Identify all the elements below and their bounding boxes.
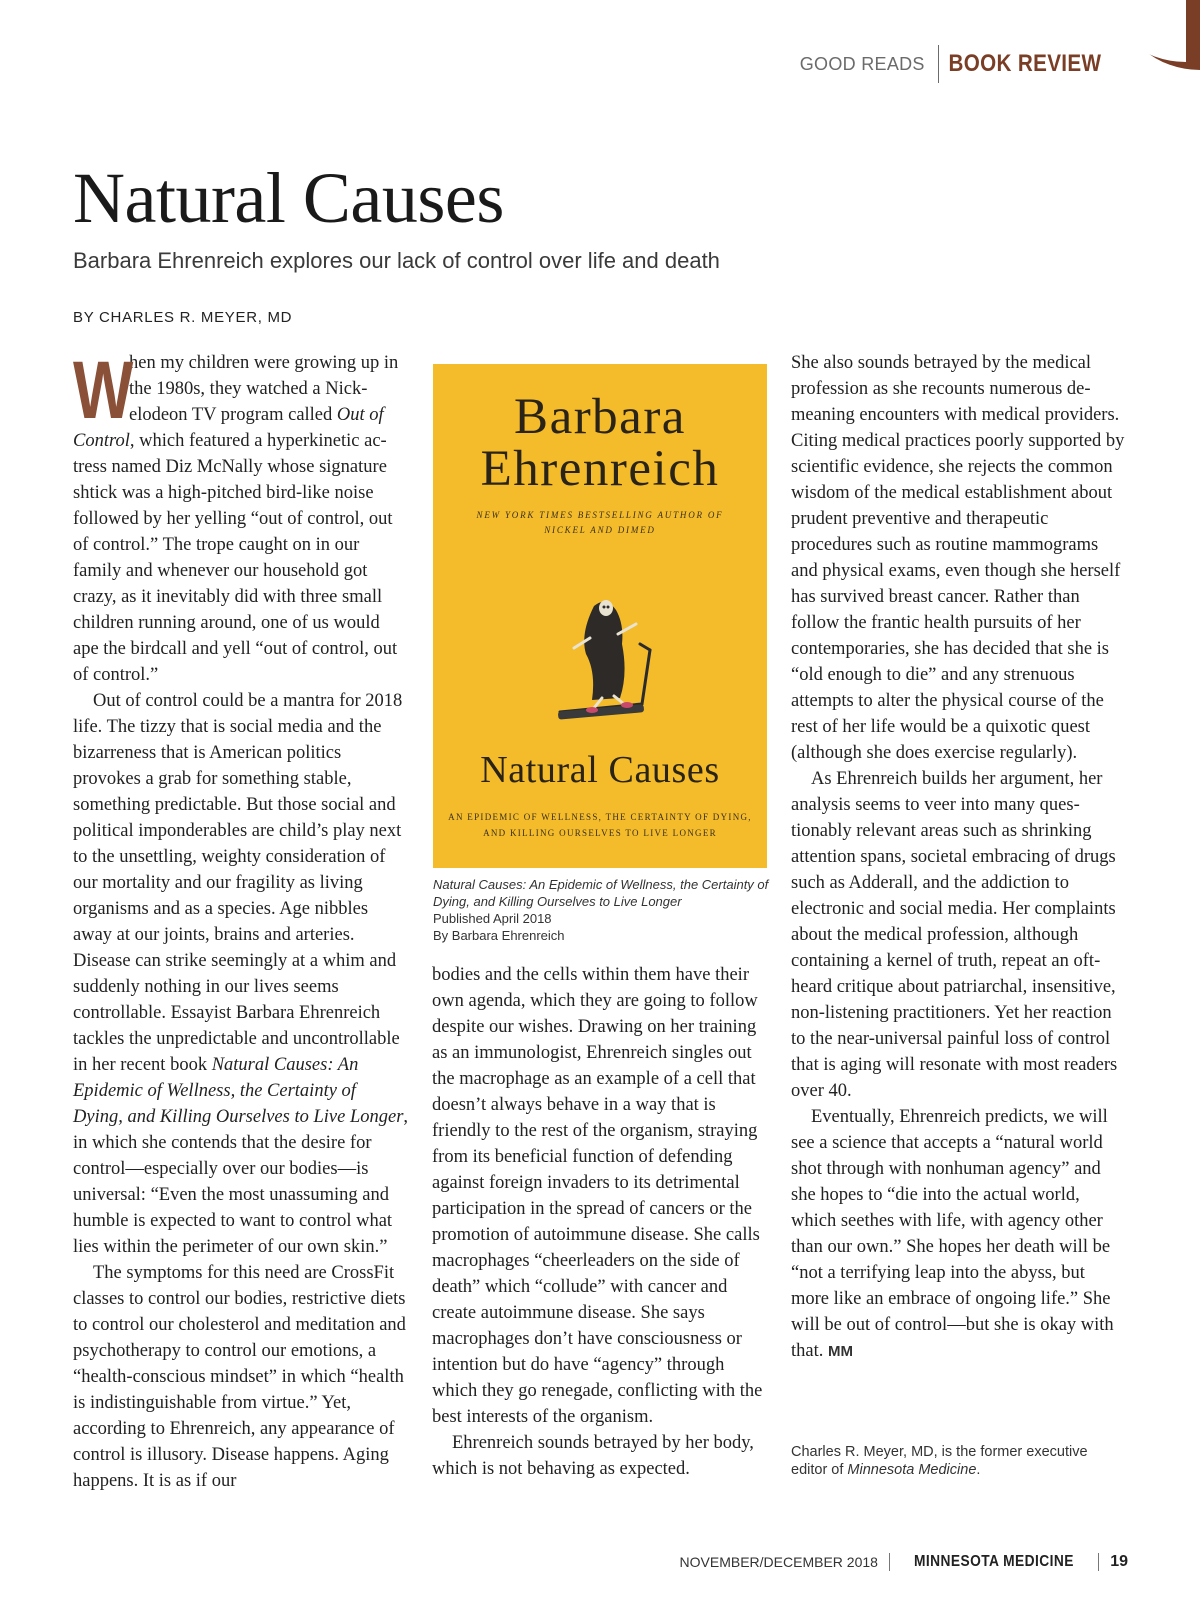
section-header — [800, 44, 1128, 84]
paragraph-1 — [73, 345, 409, 688]
article-deck: Barbara Ehrenreich explores our lack of control over life and death — [73, 248, 720, 273]
paragraph-3-start: The symptoms for this need are CrossFit classes to control our bodies, restrictive diets to control our cholesterol and meditation and psychotherapy to control our emotions, a “health-conscious mindset” in which “health is indistinguishable from virtue.” Yet, according to Ehrenreich, any appearance of control is illusory. Disease happens. Aging happens. It is as if our — [73, 1263, 406, 1491]
bio-text-a: Charles R. Meyer, MD, is the former executive editor of — [791, 1444, 1088, 1478]
cover-tagline-line-2: NICKEL AND DIMED — [544, 525, 656, 535]
skeleton-treadmill-illustration — [550, 584, 660, 724]
paragraph-1-text-a: hen my children were growing up in the 1980s, they watched a Nickelodeon TV program called — [129, 353, 399, 425]
paragraph-2-text-a: Out of control could be a mantra for 2018 life. The tizzy that is social media and the bizarreness that is American politics provokes a grab for something stable, something predictable. But those social and political imponderables are child’s play next to the unsettling, weighty consideration of our mortality and our fragility as living organisms and as a species. Age nibbles away at our joints, brains and arteries. Disease can strike seemingly at a whim and suddenly nothing in our lives seems controllable. Essayist Barbara Ehrenreich tackles the unpredictable and uncontrollable in her recent book — [73, 691, 403, 1075]
section-label: GOOD READS — [799, 53, 925, 74]
footer-divider — [889, 1553, 890, 1571]
paragraph-2 — [73, 688, 409, 1260]
footer-issue: NOVEMBER/DECEMBER 2018 — [679, 1554, 878, 1570]
article-title: Natural Causes — [73, 158, 504, 238]
paragraph-2-book-title: Natural Causes: An Epidemic of Wellness, the Certainty of Dying, and Killing Ourselves to Live Longer — [73, 1055, 404, 1127]
body-column-1 — [73, 345, 409, 1494]
cover-tagline-line-1: NEW YORK TIMES BESTSELLING AUTHOR OF — [476, 510, 724, 520]
paragraph-1-text-b: , which featured a hyperkinetic actress named Diz McNally whose signature shtick was a high-pitched bird-like noise followed by her yelling “out of control, out of control.” The trope caught on in our family and whenever our household got crazy, as it inevitably did with three small children running around, one of us would ape the birdcall and yell “out of control, out of control.” — [73, 431, 398, 685]
article-byline: BY CHARLES R. MEYER, MD — [73, 309, 293, 326]
footer-magazine: MINNESOTA MEDICINE — [914, 1553, 1075, 1570]
cover-caption — [433, 876, 773, 944]
caption-author: By Barbara Ehrenreich — [433, 928, 565, 943]
page-number: 19 — [1110, 1553, 1128, 1570]
body-column-2 — [432, 962, 767, 1482]
paragraph-4-start: Ehrenreich sounds betrayed by her body, which is not behaving as expected. — [432, 1433, 754, 1479]
paragraph-2-text-b: , in which she contends that the desire for control—especially over our bodies—is universal: “Even the most unassuming and humble is expected to want to control what lies within the perimeter of our own skin.” — [73, 1107, 409, 1257]
cover-subtitle-line-1: AN EPIDEMIC OF WELLNESS, THE CERTAINTY OF DYING, — [448, 812, 752, 822]
page-footer — [680, 1550, 1128, 1574]
paragraph-6-text: Eventually, Ehrenreich predicts, we will see a science that accepts a “natural world shot through with nonhuman agency” and she hopes to “die into the actual world, which seethes with life, with agency other than our own.” She hopes her death will be “not a terrifying leap into the abyss, but more like an embrace of ongoing life.” She will be out of control—but she is okay with that. — [791, 1107, 1114, 1361]
cover-author-first: Barbara — [514, 389, 686, 445]
end-mark: MM — [828, 1343, 853, 1360]
paragraph-1-show-title: Out of Control — [73, 405, 384, 451]
bio-magazine: Minnesota Medicine — [847, 1462, 977, 1478]
bio-text-b: . — [976, 1462, 981, 1478]
cover-title: Natural Causes — [480, 749, 720, 791]
section-kicker: BOOK REVIEW — [948, 50, 1102, 77]
cover-subtitle — [433, 809, 767, 841]
paragraph-5: As Ehrenreich builds her argument, her analysis seems to veer into many questionably relevant areas such as shrinking attention spans, societal embracing of drugs such as Adderall, and the addiction to electronic and social media. Her complaints about the medical profession, although containing a kernel of truth, repeat an oft-heard critique about patriarchal, insensitive, non-listening practitioners. Yet her reaction to the near-universal painful loss of control that is aging will resonate with most readers over 40. — [791, 769, 1118, 1101]
cover-subtitle-line-2: AND KILLING OURSELVES TO LIVE LONGER — [483, 828, 717, 838]
drop-cap: W — [73, 345, 134, 436]
paragraph-3-continued: bodies and the cells within them have their own agenda, which they are going to follow despite our wishes. Drawing on her training as an immunologist, Ehrenreich singles out the macrophage as an example of a cell that doesn’t always behave in a way that is friendly to the rest of the organism, straying from its beneficial function of defending against foreign invaders to its detrimental participation in the spread of cancers or the promotion of autoimmune disease. She calls macrophages “cheerleaders on the side of death” which “collude” with cancer and create autoimmune disease. She says macrophages don’t have consciousness or intention but do have “agency” through which they go renegade, conflicting with the best interests of the organism. — [432, 965, 763, 1427]
caption-published: Published April 2018 — [433, 911, 552, 926]
author-bio — [791, 1443, 1125, 1479]
paragraph-6 — [791, 1104, 1125, 1365]
caption-book-title: Natural Causes: An Epidemic of Wellness, the Certainty of Dying, and Killing Ourselves to Live Longer — [433, 877, 769, 909]
cover-author-last: Ehrenreich — [480, 441, 720, 497]
book-cover-image — [433, 364, 767, 868]
cover-author — [433, 391, 767, 495]
paragraph-4-continued: She also sounds betrayed by the medical profession as she recounts numerous demeaning encounters with medical providers. Citing medical practices poorly supported by scientific evidence, she rejects the common wisdom of the medical establishment about prudent preventive and therapeutic procedures such as routine mammograms and physical exams, even though she herself has survived breast cancer. Rather than follow the frantic health pursuits of her contemporaries, she has decided that she is “old enough to die” and any strenuous attempts to alter the physical course of the rest of her life would be a quixotic quest (although she does exercise regularly). — [791, 353, 1125, 763]
cover-tagline — [433, 508, 767, 538]
body-column-3 — [791, 350, 1125, 1365]
